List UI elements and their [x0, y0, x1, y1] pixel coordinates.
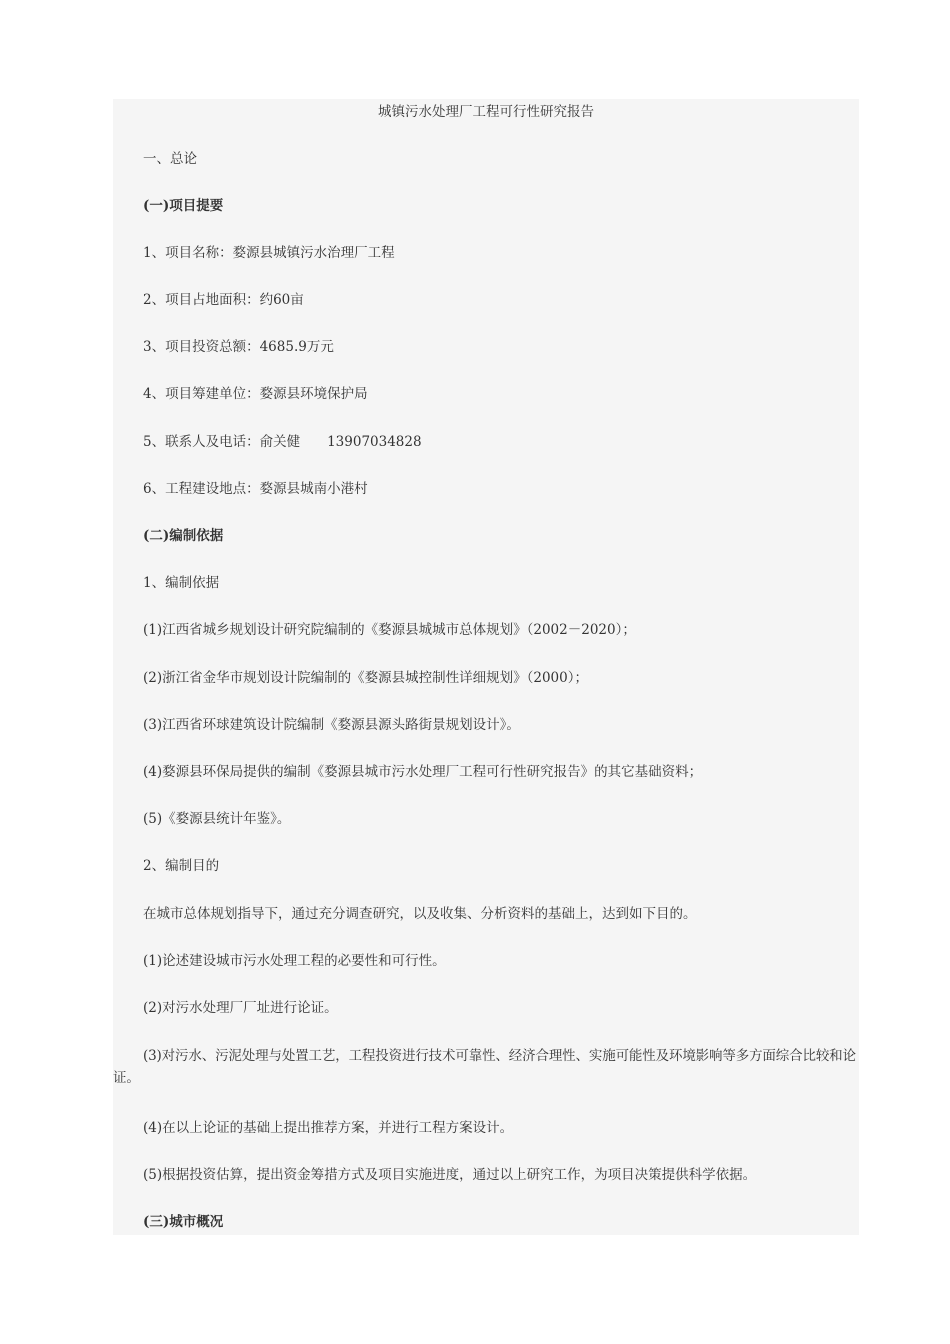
paragraph-purpose-2: (2)对污水处理厂厂址进行论证。	[143, 1000, 338, 1016]
paragraph-purpose-5: (5)根据投资估算，提出资金筹措方式及项目实施进度，通过以上研究工作，为项目决策提供科学依据。	[143, 1167, 757, 1183]
paragraph-basis-3: (3)江西省环球建筑设计院编制《婺源县源头路街景规划设计》。	[143, 717, 520, 733]
paragraph-purpose-heading: 2、编制目的	[143, 858, 220, 874]
paragraph-basis-4: (4)婺源县环保局提供的编制《婺源县城市污水处理厂工程可行性研究报告》的其它基础资料；	[143, 764, 703, 780]
paragraph-purpose-1: (1)论述建设城市污水处理工程的必要性和可行性。	[143, 953, 446, 969]
document-page	[113, 99, 859, 1235]
section-heading-general: 一、总论	[143, 151, 197, 167]
paragraph-project-investment: 3、项目投资总额：4685.9万元	[143, 339, 334, 355]
paragraph-purpose-3: (3)对污水、污泥处理与处置工艺，工程投资进行技术可靠性、经济合理性、实施可能性及环境影响等多方面综合比较和论证。	[113, 1048, 856, 1086]
paragraph-purpose-intro: 在城市总体规划指导下，通过充分调查研究，以及收集、分析资料的基础上，达到如下目的。	[143, 906, 697, 922]
document-title: 城镇污水处理厂工程可行性研究报告	[378, 104, 594, 120]
paragraph-project-area: 2、项目占地面积：约60亩	[143, 292, 304, 308]
paragraph-purpose-4: (4)在以上论证的基础上提出推荐方案，并进行工程方案设计。	[143, 1120, 514, 1136]
paragraph-project-organizer: 4、项目筹建单位：婺源县环境保护局	[143, 386, 368, 402]
paragraph-basis-heading: 1、编制依据	[143, 575, 220, 591]
paragraph-basis-5: (5)《婺源县统计年鉴》。	[143, 811, 291, 827]
paragraph-contact: 5、联系人及电话：俞关健 13907034828	[143, 434, 422, 450]
subsection-heading-project-summary: (一)项目提要	[143, 198, 224, 214]
paragraph-site: 6、工程建设地点：婺源县城南小港村	[143, 481, 368, 497]
paragraph-project-name: 1、项目名称：婺源县城镇污水治理厂工程	[143, 245, 395, 261]
paragraph-basis-2: (2)浙江省金华市规划设计院编制的《婺源县城控制性详细规划》（2000）；	[143, 670, 588, 686]
paragraph-basis-1: (1)江西省城乡规划设计研究院编制的《婺源县城城市总体规划》（2002－2020）；	[143, 622, 636, 638]
subsection-heading-city-overview: (三)城市概况	[143, 1214, 224, 1230]
subsection-heading-basis: (二)编制依据	[143, 528, 224, 544]
